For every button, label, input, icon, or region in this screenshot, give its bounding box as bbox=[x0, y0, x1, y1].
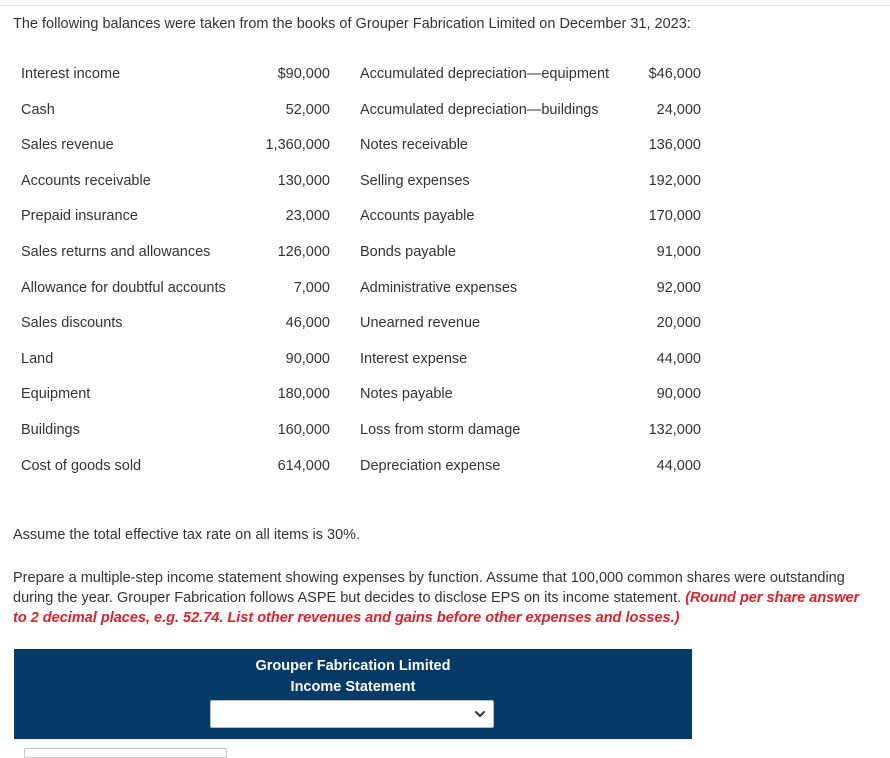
account-label: Prepaid insurance bbox=[21, 208, 138, 225]
balance-row bbox=[0, 413, 720, 449]
account-amount: 132,000 bbox=[648, 421, 701, 438]
account-label: Accumulated depreciation—equipment bbox=[360, 66, 610, 82]
income-statement-header bbox=[14, 649, 692, 739]
statement-date-select[interactable] bbox=[210, 700, 494, 728]
top-divider bbox=[0, 5, 890, 6]
account-amount: 90,000 bbox=[656, 386, 701, 403]
account-label: Allowance for doubtful accounts bbox=[21, 279, 226, 296]
account-label: Buildings bbox=[21, 421, 80, 438]
account-label: Loss from storm damage bbox=[360, 421, 521, 438]
account-label: Interest income bbox=[21, 66, 121, 82]
account-amount: 192,000 bbox=[648, 172, 701, 189]
account-amount: 91,000 bbox=[656, 243, 701, 260]
account-label: Accumulated depreciation—buildings bbox=[360, 101, 599, 118]
account-label: Accounts receivable bbox=[21, 172, 151, 189]
account-amount: 44,000 bbox=[656, 457, 701, 474]
account-label: Unearned revenue bbox=[360, 315, 481, 332]
account-amount: 44,000 bbox=[656, 350, 701, 367]
account-amount: 20,000 bbox=[656, 315, 701, 332]
instructions-emphasis: (Round per share answer to 2 decimal places, e.g. 52.74. List other revenues and gains before other expenses and losses.) bbox=[13, 590, 860, 626]
company-name: Grouper Fabrication Limited bbox=[255, 658, 451, 674]
account-label: Administrative expenses bbox=[360, 279, 518, 296]
account-label: Cash bbox=[21, 101, 55, 118]
balance-row bbox=[0, 306, 720, 342]
answer-input[interactable] bbox=[24, 748, 227, 758]
account-amount: $90,000 bbox=[277, 66, 330, 82]
balance-row bbox=[0, 235, 720, 271]
account-amount: $46,000 bbox=[648, 66, 701, 82]
instructions-text: Prepare a multiple-step income statement showing expenses by function. Assume that 100,000 common shares were outstanding during the year. Grouper Fabrication follows ASPE but decides to disclose EPS on its income statement. bbox=[13, 570, 845, 606]
balance-row bbox=[0, 93, 720, 129]
account-amount: 614,000 bbox=[277, 457, 330, 474]
statement-title: Income Statement bbox=[290, 679, 416, 695]
tax-rate-note: Assume the total effective tax rate on all items is 30%. bbox=[13, 527, 361, 543]
chevron-down-icon bbox=[474, 707, 486, 721]
account-label: Cost of goods sold bbox=[21, 457, 142, 474]
account-amount: 170,000 bbox=[648, 208, 701, 225]
balance-row bbox=[0, 164, 720, 200]
balance-row bbox=[0, 199, 720, 235]
balance-row bbox=[0, 342, 720, 378]
account-amount: 46,000 bbox=[285, 315, 330, 332]
account-label: Bonds payable bbox=[360, 243, 456, 260]
account-amount: 180,000 bbox=[277, 386, 330, 403]
account-amount: 160,000 bbox=[277, 421, 330, 438]
account-label: Equipment bbox=[21, 386, 91, 403]
account-amount: 1,360,000 bbox=[265, 137, 330, 154]
balance-row bbox=[0, 57, 720, 93]
account-amount: 52,000 bbox=[285, 101, 330, 118]
account-amount: 7,000 bbox=[293, 279, 330, 296]
account-amount: 23,000 bbox=[285, 208, 330, 225]
problem-intro: The following balances were taken from the books of Grouper Fabrication Limited on December 31, 2023: bbox=[13, 16, 691, 32]
balance-row bbox=[0, 377, 720, 413]
account-label: Sales discounts bbox=[21, 315, 123, 332]
account-label: Interest expense bbox=[360, 350, 468, 367]
account-amount: 90,000 bbox=[285, 350, 330, 367]
balances-table bbox=[0, 57, 720, 484]
account-amount: 126,000 bbox=[277, 243, 330, 260]
account-label: Accounts payable bbox=[360, 208, 475, 225]
account-amount: 130,000 bbox=[277, 172, 330, 189]
balance-row bbox=[0, 128, 720, 164]
account-amount: 92,000 bbox=[656, 279, 701, 296]
account-label: Notes payable bbox=[360, 386, 453, 403]
account-amount: 24,000 bbox=[656, 101, 701, 118]
account-label: Sales revenue bbox=[21, 137, 114, 154]
account-label: Depreciation expense bbox=[360, 457, 501, 474]
account-label: Notes receivable bbox=[360, 137, 468, 154]
balance-row bbox=[0, 449, 720, 485]
instructions bbox=[13, 568, 875, 628]
account-label: Selling expenses bbox=[360, 172, 470, 189]
account-label: Sales returns and allowances bbox=[21, 243, 211, 260]
account-label: Land bbox=[21, 350, 54, 367]
account-amount: 136,000 bbox=[648, 137, 701, 154]
balance-row bbox=[0, 271, 720, 307]
